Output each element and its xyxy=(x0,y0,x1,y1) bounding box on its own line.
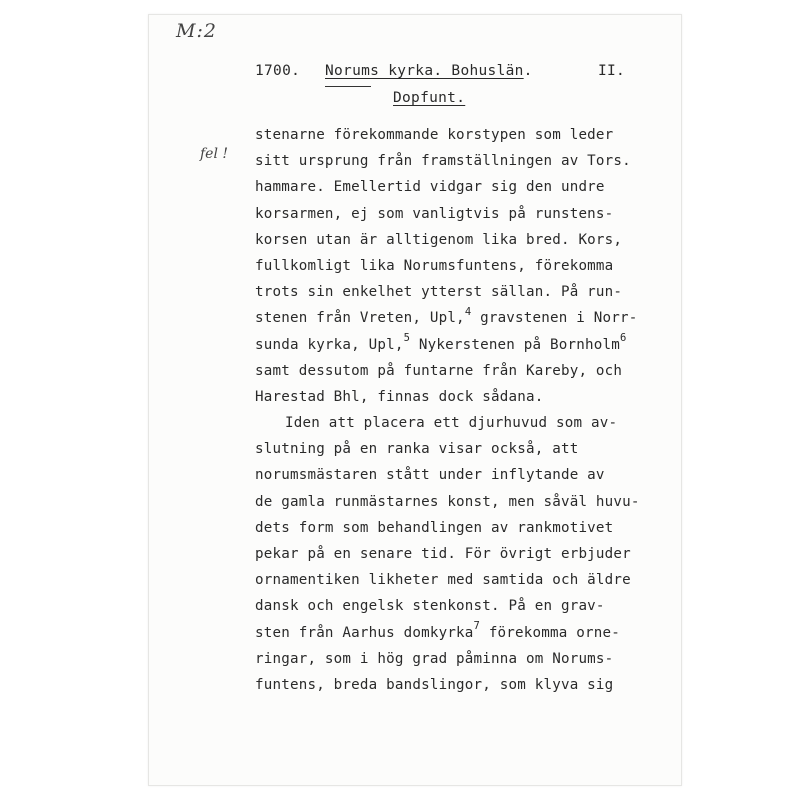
text-line xyxy=(255,332,655,358)
text-line: trots sin enkelhet ytterst sällan. På run- xyxy=(255,284,623,301)
text-line: ornamentiken likheter med samtida och äldre xyxy=(255,572,631,589)
text-line: Iden att placera ett djurhuvud som av- xyxy=(285,415,618,432)
text-line: slutning på en ranka visar också, att xyxy=(255,441,579,458)
text-line: pekar på en senare tid. För övrigt erbjuder xyxy=(255,546,631,562)
text-line: samt dessutom på funtarne från Kareby, och xyxy=(255,362,623,379)
text-line: stenarne förekommande korstypen som leder xyxy=(255,127,614,143)
document-place xyxy=(325,63,533,79)
handwritten-archive-mark: M:2 xyxy=(176,20,217,42)
body-text xyxy=(255,122,655,698)
text-segment: sten från Aarhus domkyrka xyxy=(255,624,474,641)
footnote-ref-4: 4 xyxy=(464,305,472,318)
text-line: korsarmen, ej som vanligtvis på runstens- xyxy=(255,205,614,222)
page-number: II. xyxy=(598,63,626,79)
footnote-ref-5: 5 xyxy=(403,331,411,344)
text-segment: stenen från Vreten, Upl, xyxy=(255,310,465,327)
text-line: norumsmästaren stått under inflytande av xyxy=(255,467,605,484)
text-line: sitt ursprung från framställningen av Tors. xyxy=(255,153,631,170)
place-tail: . xyxy=(523,63,533,79)
document-number: 1700. xyxy=(255,63,301,79)
handwritten-underline xyxy=(325,86,371,87)
footnote-ref-7: 7 xyxy=(473,619,481,632)
text-segment: gravstenen i Norr- xyxy=(471,310,638,327)
text-line: Harestad Bhl, finnas dock sådana. xyxy=(255,388,544,405)
handwritten-margin-note: fel ! xyxy=(200,146,229,162)
text-line: hammare. Emellertid vidgar sig den undre xyxy=(255,179,605,196)
text-line: funtens, breda bandslingor, som klyva sig xyxy=(255,676,614,693)
footnote-ref-6: 6 xyxy=(619,331,627,344)
text-line xyxy=(255,620,655,646)
text-line xyxy=(255,305,655,331)
text-line: ringar, som i hög grad påminna om Norums- xyxy=(255,650,614,667)
text-line: de gamla runmästarnes konst, men såväl huvu- xyxy=(255,493,640,510)
text-segment: sunda kyrka, Upl, xyxy=(255,336,404,353)
document-subtitle: Dopfunt. xyxy=(393,90,466,106)
text-segment: Nykerstenen på Bornholm xyxy=(410,336,620,353)
text-line: fullkomligt lika Norumsfuntens, förekomma xyxy=(255,257,614,274)
text-segment: förekomma orne- xyxy=(480,624,620,641)
text-line: korsen utan är alltigenom lika bred. Kors, xyxy=(255,231,623,248)
text-line: dansk och engelsk stenkonst. På en grav- xyxy=(255,598,605,615)
place-name: Norums kyrka. Bohuslän xyxy=(325,63,524,79)
text-line: dets form som behandlingen av rankmotivet xyxy=(255,519,614,536)
